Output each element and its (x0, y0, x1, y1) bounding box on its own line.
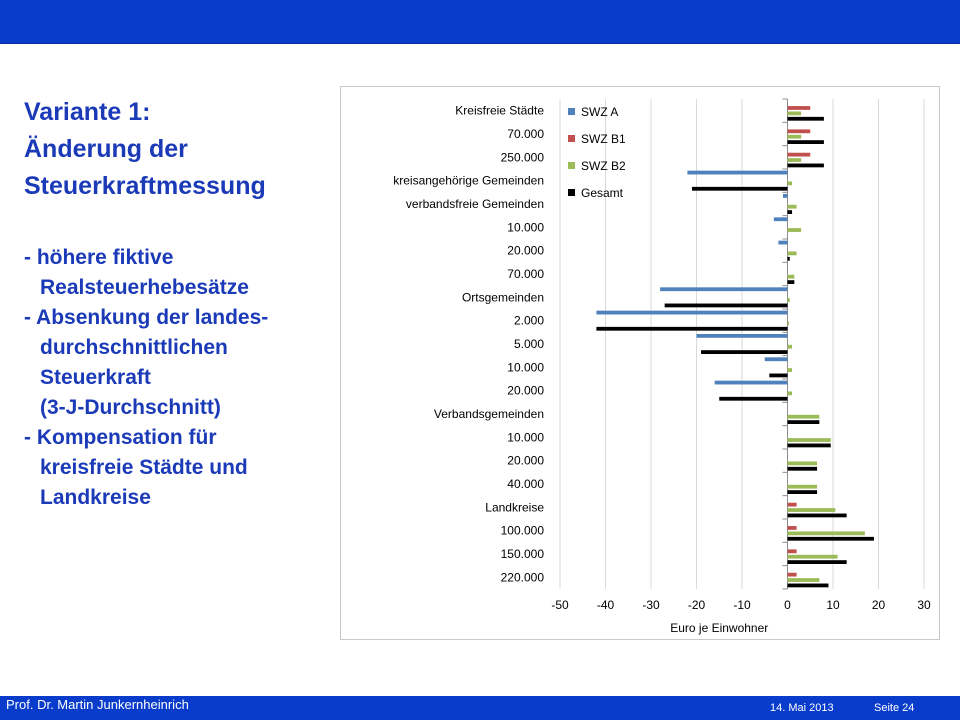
bar-swz-b2 (788, 251, 797, 255)
category-label: 10.000 (507, 430, 544, 445)
category-label: 250.000 (500, 150, 544, 165)
slide-title (24, 94, 344, 205)
bar-swz-b2 (788, 228, 802, 232)
bar-gesamt (665, 304, 788, 308)
category-label: 20.000 (507, 383, 544, 398)
bar-swz-b2 (788, 368, 793, 372)
bar-swz-b2 (788, 461, 818, 465)
bullet-item: - höhere fiktive (24, 246, 174, 269)
legend-label: SWZ A (581, 105, 619, 119)
category-label: Ortsgemeinden (461, 290, 544, 305)
category-label: 5.000 (513, 337, 544, 351)
category-label: kreisangehörige Gemeinden (393, 173, 544, 188)
bar-swz-b1 (788, 526, 797, 530)
title-line: Änderung der (24, 135, 188, 163)
x-axis-title: Euro je Einwohner (670, 621, 769, 635)
bar-swz-b2 (788, 205, 797, 209)
header-bar (0, 0, 960, 44)
bullet-item: Landkreise (40, 486, 151, 509)
bullet-list (24, 243, 268, 513)
category-label: 100.000 (500, 523, 544, 538)
bar-swz-a (660, 287, 787, 291)
bar-gesamt (788, 210, 793, 214)
bar-gesamt (788, 444, 831, 448)
footer-date: 14. Mai 2013 (770, 702, 834, 714)
bullet-item: Steuerkraft (40, 366, 151, 389)
bullet-item: durchschnittlichen (40, 336, 228, 359)
bar-swz-b2 (788, 181, 793, 185)
x-tick-label: -50 (551, 598, 569, 612)
bar-gesamt (788, 257, 790, 261)
bar-swz-b2 (788, 135, 802, 139)
bar-swz-a (778, 241, 787, 245)
bar-gesamt (788, 584, 829, 588)
bar-swz-b1 (788, 549, 797, 553)
category-label: Kreisfreie Städte (455, 103, 544, 118)
bar-gesamt (788, 117, 824, 121)
bar-gesamt (701, 350, 787, 354)
legend-swatch (568, 162, 575, 169)
category-label: 10.000 (507, 360, 544, 375)
category-label: 40.000 (507, 477, 544, 491)
bar-chart (341, 87, 939, 639)
bar-swz-b2 (788, 508, 836, 512)
category-label: Verbandsgemeinden (433, 407, 544, 421)
bar-swz-b2 (788, 298, 790, 302)
legend-label: SWZ B2 (581, 159, 626, 173)
category-label: 70.000 (507, 267, 544, 281)
bar-gesamt (596, 327, 787, 331)
bar-swz-b2 (788, 438, 831, 442)
bar-swz-b2 (788, 111, 802, 115)
x-tick-label: 30 (917, 598, 931, 612)
bar-gesamt (788, 420, 820, 424)
footer-author: Prof. Dr. Martin Junkernheinrich (6, 697, 189, 712)
chart-frame (340, 86, 940, 640)
category-label: Landkreise (485, 500, 544, 515)
bullet-item: (3-J-Durchschnitt) (40, 396, 221, 419)
bar-swz-b2 (788, 321, 789, 325)
bar-swz-b2 (788, 415, 820, 419)
bar-swz-a (715, 381, 788, 385)
bullet-item: - Absenkung der landes- (24, 306, 269, 329)
bar-swz-b2 (788, 555, 838, 559)
category-label: verbandsfreie Gemeinden (405, 197, 544, 211)
bar-swz-a (765, 357, 788, 361)
bar-swz-b2 (788, 345, 793, 349)
x-tick-label: -20 (687, 598, 706, 612)
category-label: 2.000 (513, 313, 544, 328)
bar-gesamt (719, 397, 787, 401)
bar-gesamt (788, 560, 847, 564)
bar-swz-b1 (788, 573, 797, 577)
x-tick-label: 0 (784, 598, 791, 612)
x-tick-label: 20 (871, 598, 886, 612)
bar-swz-b2 (788, 531, 865, 535)
bar-swz-a (774, 217, 788, 221)
category-label: 10.000 (507, 220, 544, 235)
bar-swz-b2 (788, 578, 820, 582)
bar-gesamt (788, 164, 824, 168)
bar-gesamt (788, 537, 874, 541)
category-label: 70.000 (507, 127, 544, 141)
bar-swz-b2 (788, 485, 818, 489)
bar-swz-a (687, 171, 787, 175)
bar-swz-b2 (788, 391, 793, 395)
bar-swz-b2 (788, 275, 795, 279)
bar-swz-b1 (788, 106, 811, 110)
category-label: 220.000 (500, 570, 544, 585)
x-tick-label: -40 (596, 598, 615, 612)
legend-label: SWZ B1 (581, 132, 626, 146)
footer-page-number: Seite 24 (874, 702, 915, 714)
bullet-item: Realsteuerhebesätze (40, 276, 249, 299)
bullet-item: kreisfreie Städte und (40, 456, 248, 479)
bar-gesamt (769, 374, 787, 378)
legend-swatch (568, 108, 575, 115)
x-tick-label: -30 (642, 598, 660, 612)
bar-swz-b2 (788, 158, 802, 162)
bar-gesamt (788, 490, 818, 494)
title-line: Steuerkraftmessung (24, 172, 266, 200)
bar-gesamt (692, 187, 788, 191)
legend-swatch (568, 135, 575, 142)
bar-swz-a (783, 194, 788, 198)
legend-swatch (568, 189, 575, 196)
bar-swz-a (596, 311, 787, 315)
bullet-item: - Kompensation für (24, 426, 217, 449)
title-line: Variante 1: (24, 98, 151, 126)
x-tick-label: -10 (733, 598, 751, 612)
bar-gesamt (788, 280, 795, 284)
bar-swz-b1 (788, 503, 797, 507)
bar-gesamt (788, 514, 847, 518)
x-tick-label: 10 (826, 598, 840, 612)
category-label: 20.000 (507, 453, 544, 468)
bar-swz-b1 (788, 153, 811, 157)
legend-label: Gesamt (581, 186, 624, 200)
bar-swz-a (697, 334, 788, 338)
bar-swz-b1 (788, 129, 811, 133)
bar-gesamt (788, 140, 824, 144)
category-label: 150.000 (500, 547, 544, 561)
category-label: 20.000 (507, 243, 544, 258)
bar-gesamt (788, 467, 818, 471)
